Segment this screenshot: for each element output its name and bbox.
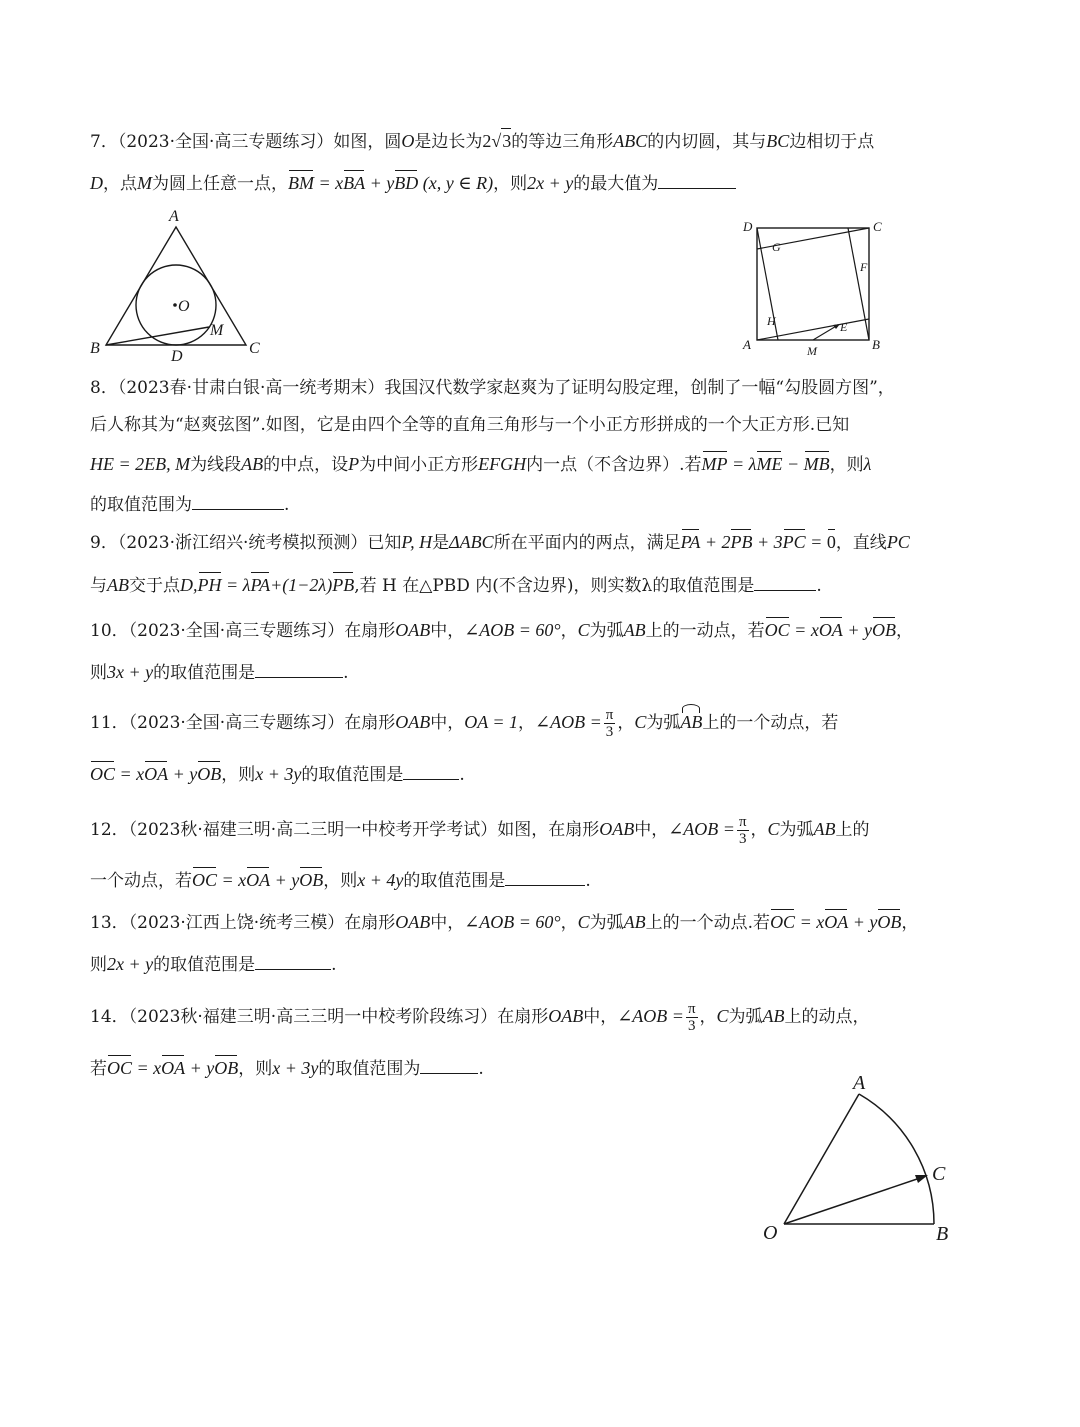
q12-line-1: 12．（2023秋·福建三明·高二三明一中校考开学考试）如图，在扇形OAB中，∠AOB = $\frac{\pi}{3}$ ，C为弧AB上的 (90, 814, 870, 847)
question-source: （2023秋·福建三明·高三三明一中校考阶段练习） (128, 1007, 498, 1027)
label-C: C (873, 219, 882, 234)
question-source: （2023·全国·高三专题练习） (128, 621, 345, 641)
q10-line-1: 10．（2023·全国·高三专题练习）在扇形OAB中，∠AOB = 60°，C为弧AB上的一动点，若OC = xOA + yOB， (90, 620, 913, 641)
label-D: D (171, 348, 183, 365)
label-M: M (210, 322, 224, 339)
answer-blank[interactable] (403, 761, 459, 780)
q8-line-4: 的取值范围为 . (90, 491, 289, 517)
q8-line-1: 8．（2023春·甘肃白银·高一统考期末）我国汉代数学家赵爽为了证明勾股定理，创制了一幅“勾股圆方图”， (90, 378, 895, 398)
q9-line-1: 9．（2023·浙江绍兴·统考模拟预测）已知P, H是ΔABC所在平面内的两点，满足PA + 2PB + 3PC = 0，直线PC (90, 532, 910, 553)
question-source: （2023·全国·高三专题练习） (117, 132, 334, 152)
q7-line-2: D，点M为圆上任意一点，BM = xBA + yBD (x, y ∈ R)，则2x + y的最大值为 (90, 170, 736, 196)
question-source: （2023·全国·高三专题练习） (128, 713, 345, 733)
question-number: 11． (90, 713, 129, 733)
q8-line-3: HE = 2EB, M为线段AB的中点，设P为中间小正方形EFGH内一点（不含边界）.若MP = λME − MB，则λ (90, 454, 872, 475)
q7-line-1: 7．（2023·全国·高三专题练习）如图，圆O是边长为2√3的等边三角形ABC的内切圆，其与BC边相切于点 (90, 128, 874, 154)
q12-line-2: 一个动点，若OC = xOA + yOB，则x + 4y的取值范围是 . (90, 867, 591, 893)
label-E: E (840, 320, 848, 334)
answer-blank[interactable] (658, 170, 736, 189)
question-source: （2023秋·福建三明·高二三明一中校考开学考试） (128, 820, 498, 840)
label-H: H (767, 314, 776, 328)
answer-blank[interactable] (255, 659, 343, 678)
question-number: 14． (90, 1007, 129, 1027)
q13-line-1: 13．（2023·江西上饶·统考三模）在扇形OAB中，∠AOB = 60°，C为弧AB上的一个动点.若OC = xOA + yOB， (90, 912, 919, 933)
q10-line-2: 则3x + y的取值范围是 . (90, 659, 349, 685)
label-A: A (743, 337, 751, 352)
label-O: O (763, 1222, 778, 1244)
answer-blank[interactable] (505, 867, 585, 886)
question-number: 13． (90, 913, 129, 933)
answer-blank[interactable] (255, 951, 331, 970)
q13-line-2: 则2x + y的取值范围是 . (90, 951, 337, 977)
question-source: （2023·江西上饶·统考三模） (128, 913, 345, 933)
question-number: 12． (90, 820, 129, 840)
question-number: 8． (90, 378, 118, 398)
question-source: （2023春·甘肃白银·高一统考期末） (117, 378, 385, 398)
q14-line-2: 若OC = xOA + yOB，则x + 3y的取值范围为 . (90, 1055, 484, 1081)
label-B: B (872, 337, 880, 352)
label-B: B (90, 340, 100, 357)
answer-blank[interactable] (192, 491, 284, 510)
label-A: A (169, 208, 179, 225)
q11-line-1: 11．（2023·全国·高三专题练习）在扇形OAB中，OA = 1，∠AOB = $\frac{\pi}{3}$ ，C为弧AB上的一个动点，若 (90, 707, 839, 740)
figure-sector (755, 1065, 970, 1250)
label-C: C (249, 340, 260, 357)
figure-incircle-triangle (85, 205, 275, 365)
question-source: （2023·浙江绍兴·统考模拟预测） (117, 533, 368, 553)
label-O: O (178, 298, 190, 315)
label-F: F (860, 260, 868, 274)
answer-blank[interactable] (754, 572, 816, 591)
question-number: 9． (90, 533, 118, 553)
label-M: M (807, 344, 817, 358)
q11-line-2: OC = xOA + yOB，则x + 3y的取值范围是 . (90, 761, 465, 787)
label-C: C (932, 1163, 946, 1185)
label-A: A (853, 1072, 866, 1094)
q8-line-2: 后人称其为“赵爽弦图”.如图，它是由四个全等的直角三角形与一个小正方形拼成的一个大正方形.已知 (90, 415, 850, 435)
label-B: B (936, 1223, 949, 1245)
question-number: 7． (90, 132, 118, 152)
q9-line-2: 与AB交于点D,PH = λPA+(1−2λ)PB,若 H 在△PBD 内(不含边界)，则实数λ的取值范围是 . (90, 572, 822, 598)
question-number: 10． (90, 621, 129, 641)
label-D: D (743, 219, 753, 234)
label-G: G (772, 240, 781, 254)
q14-line-1: 14．（2023秋·福建三明·高三三明一中校考阶段练习）在扇形OAB中，∠AOB = $\frac{\pi}{3}$ ，C为弧AB上的动点， (90, 1001, 870, 1034)
figure-zhao-shuang-square (735, 215, 890, 360)
answer-blank[interactable] (420, 1055, 478, 1074)
